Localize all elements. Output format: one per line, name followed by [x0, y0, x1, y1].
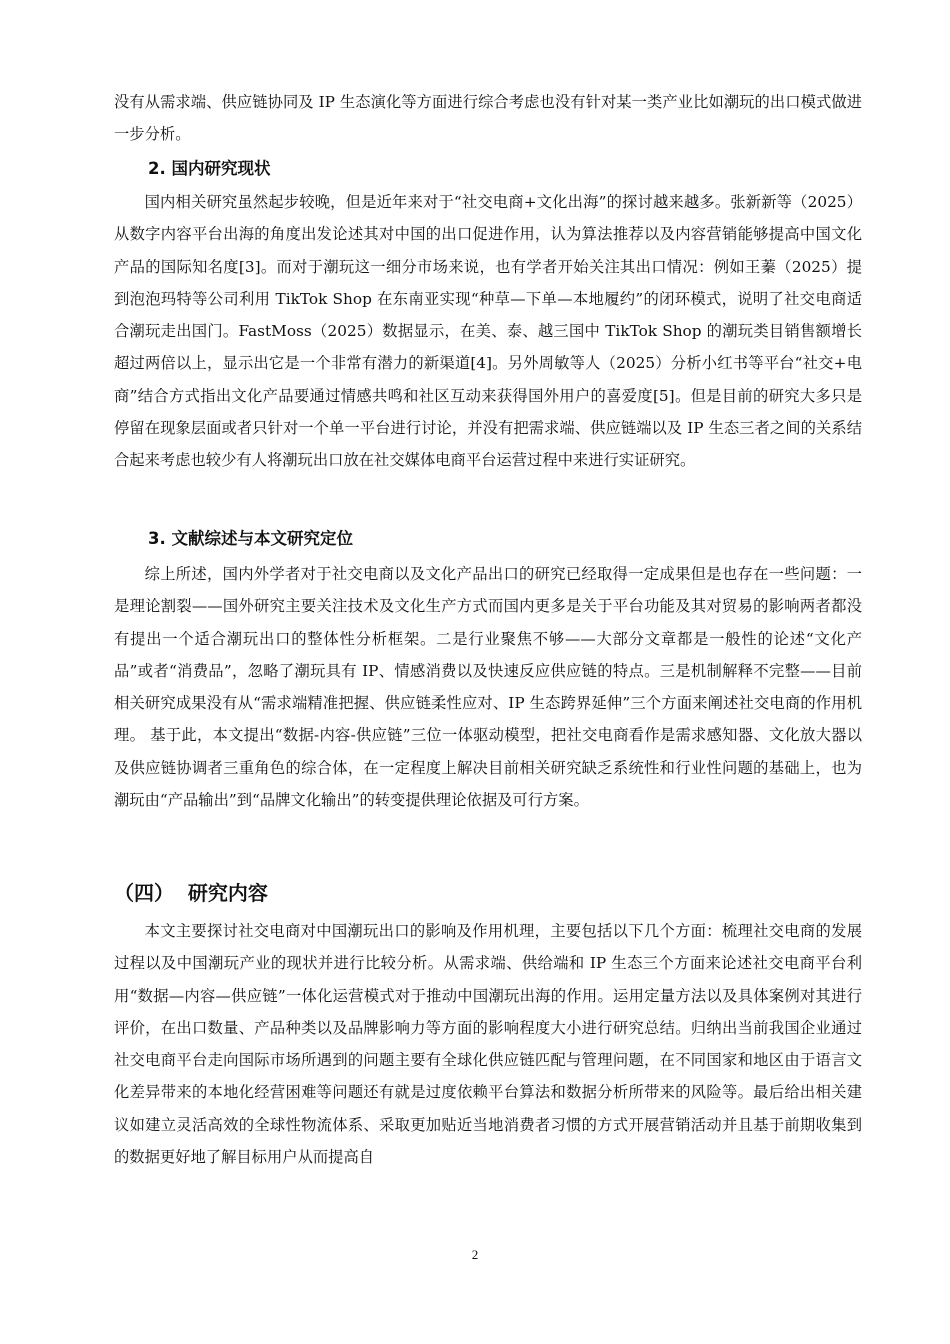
- heading-literature-review: 3. 文献综述与本文研究定位: [148, 529, 353, 548]
- paragraph-continuation: 没有从需求端、供应链协同及 IP 生态演化等方面进行综合考虑也没有针对某一类产业比如潮玩的出口模式做进一步分析。: [114, 93, 862, 144]
- page-number: 2: [471, 1247, 479, 1262]
- paragraph-research-content: 本文主要探讨社交电商对中国潮玩出口的影响及作用机理，主要包括以下几个方面：梳理社交电商的发展过程以及中国潮玩产业的现状并进行比较分析。从需求端、供给端和 IP 生态三个方面来论述社交电商平台利用“数据—内容—供应链”一体化运营模式对于推动中国潮玩出海的作用。运用定量方法以及具体案例对其进行评价，在出口数量、产品种类以及品牌影响力等方面的影响程度大小进行研究总结。归纳出当前我国企业通过社交电商平台走向国际市场所遇到的问题主要有全球化供应链匹配与管理问题，在不同国家和地区由于语言文化差异带来的本地化经营困难等问题还有就是过度依赖平台算法和数据分析所带来的风险等。最后给出相关建议如建立灵活高效的全球性物流体系、采取更加贴近当地消费者习惯的方式开展营销活动并且基于前期收集到的数据更好地了解目标用户从而提高自: [114, 922, 862, 1167]
- paragraph-literature-review: 综上所述，国内外学者对于社交电商以及文化产品出口的研究已经取得一定成果但是也存在一些问题：一是理论割裂——国外研究主要关注技术及文化生产方式而国内更多是关于平台功能及其对贸易的影响两者都没有提出一个适合潮玩出口的整体性分析框架。二是行业聚焦不够——大部分文章都是一般性的论述“文化产品”或者“消费品”，忽略了潮玩具有 IP、情感消费以及快速反应供应链的特点。三是机制解释不完整——目前相关研究成果没有从“需求端精准把握、供应链柔性应对、IP 生态跨界延伸”三个方面来阐述社交电商的作用机理。 基于此，本文提出“数据-内容-供应链”三位一体驱动模型，把社交电商看作是需求感知器、文化放大器以及供应链协调者三重角色的综合体，在一定程度上解决目前相关研究缺乏系统性和行业性问题的基础上，也为潮玩由“产品输出”到“品牌文化输出”的转变提供理论依据及可行方案。: [114, 565, 862, 810]
- paragraph-domestic-research: 国内相关研究虽然起步较晚，但是近年来对于“社交电商+文化出海”的探讨越来越多。张新新等（2025）从数字内容平台出海的角度出发论述其对中国的出口促进作用，认为算法推荐以及内容营销能够提高中国文化产品的国际知名度[3]。而对于潮玩这一细分市场来说，也有学者开始关注其出口情况：例如王蓁（2025）提到泡泡玛特等公司利用 TikTok Shop 在东南亚实现“种草—下单—本地履约”的闭环模式，说明了社交电商适合潮玩走出国门。FastMoss（2025）数据显示，在美、泰、越三国中 TikTok Shop 的潮玩类目销售额增长超过两倍以上，显示出它是一个非常有潜力的新渠道[4]。另外周敏等人（2025）分析小红书等平台“社交+电商”结合方式指出文化产品要通过情感共鸣和社区互动来获得国外用户的喜爱度[5]。但是目前的研究大多只是停留在现象层面或者只针对一个单一平台进行讨论，并没有把需求端、供应链端以及 IP 生态三者之间的关系结合起来考虑也较少有人将潮玩出口放在社交媒体电商平台运营过程中来进行实证研究。: [114, 193, 862, 470]
- heading-research-content: （四） 研究内容: [114, 881, 268, 905]
- heading-domestic-research: 2. 国内研究现状: [148, 159, 271, 178]
